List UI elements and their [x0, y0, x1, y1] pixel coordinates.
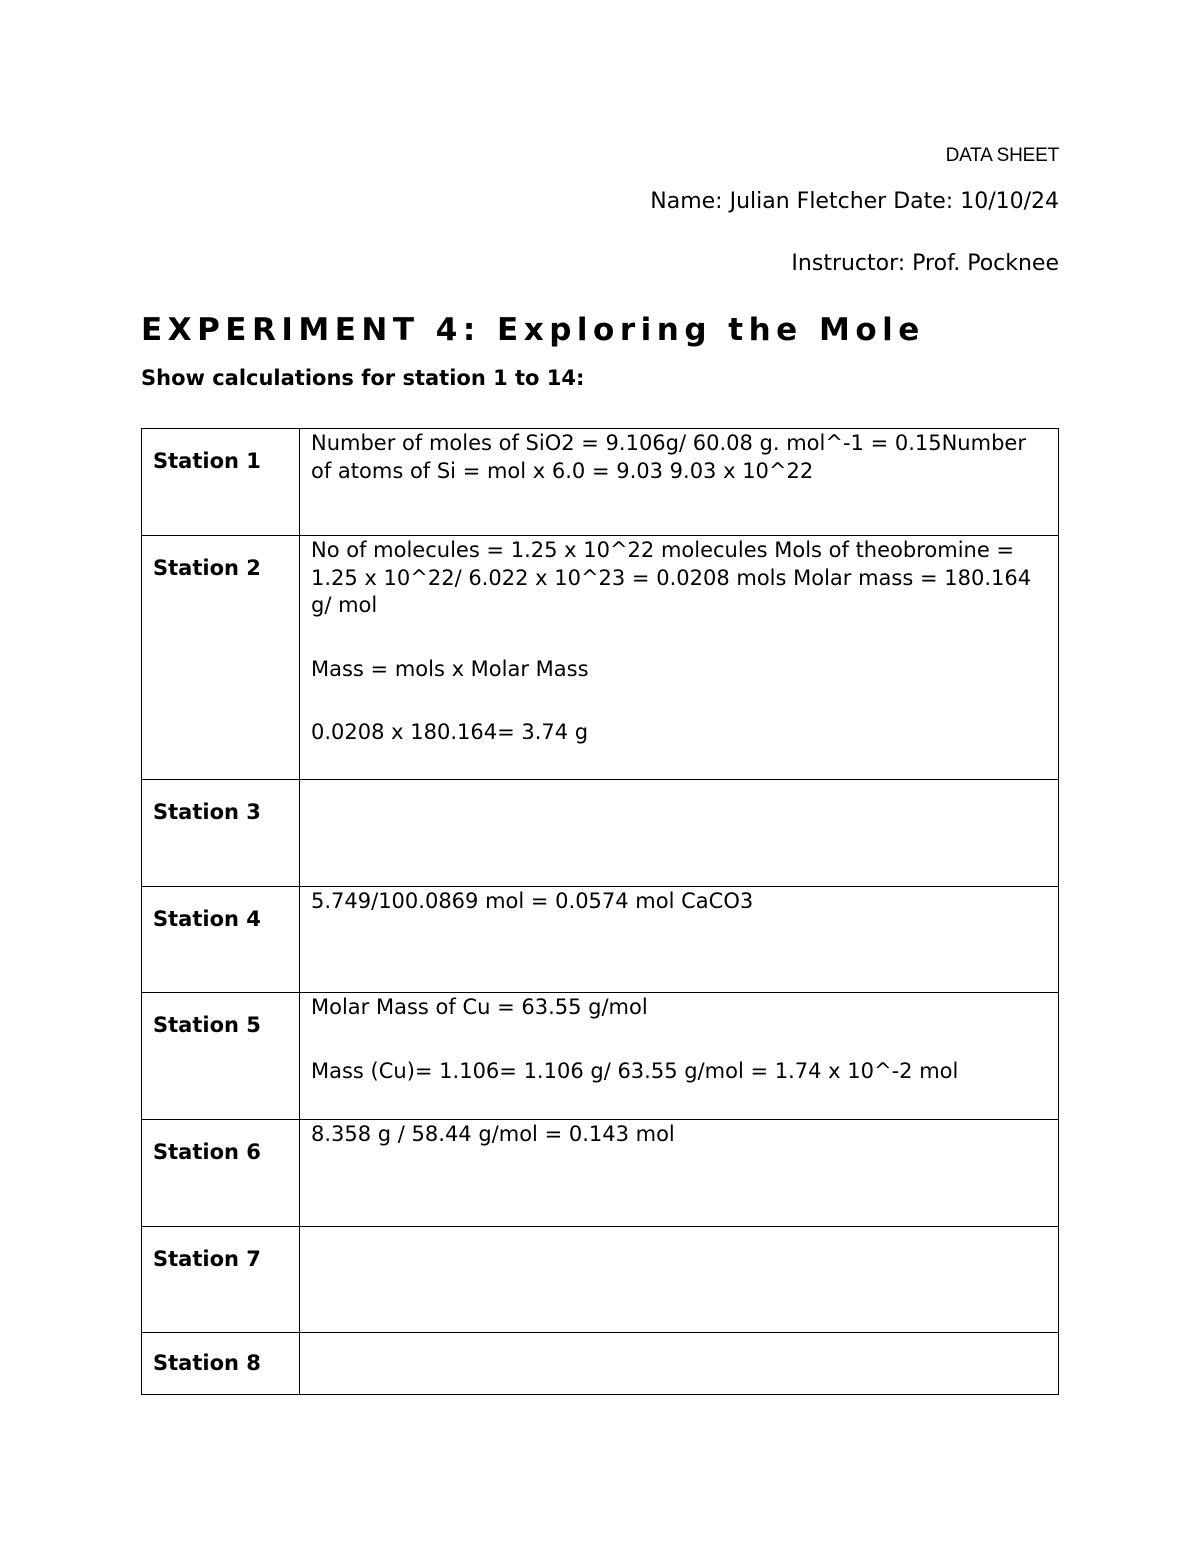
calculation-instructions: Show calculations for station 1 to 14: — [141, 366, 585, 390]
experiment-title: EXPERIMENT 4: Exploring the Mole — [141, 312, 925, 348]
station-row — [142, 1120, 1059, 1227]
station-work-cell — [300, 1227, 1059, 1333]
station-row — [142, 993, 1059, 1120]
calculation-text: 8.358 g / 58.44 g/mol = 0.143 mol — [311, 1122, 675, 1146]
station-work-cell — [300, 536, 1059, 780]
station-row — [142, 429, 1059, 536]
data-sheet-label: DATA SHEET — [945, 145, 1059, 166]
station-work-cell — [300, 1333, 1059, 1395]
calculation-text: 0.0208 x 180.164= 3.74 g — [311, 720, 589, 744]
name-date-line: Name: Julian Fletcher Date: 10/10/24 — [650, 189, 1059, 214]
calculation-text: Number of moles of SiO2 = 9.106g/ 60.08 g. mol^-1 = 0.15Number of atoms of Si = mol x 6.0 = 9.03 9.03 x 10^22 — [311, 431, 1026, 483]
station-label: Station 6 — [142, 1120, 300, 1227]
station-work-cell — [300, 780, 1059, 887]
station-label: Station 5 — [142, 993, 300, 1120]
station-label: Station 1 — [142, 429, 300, 536]
instructor-line: Instructor: Prof. Pocknee — [791, 251, 1059, 276]
calculation-text: Molar Mass of Cu = 63.55 g/mol — [311, 995, 648, 1019]
station-row — [142, 1333, 1059, 1395]
station-work-cell — [300, 887, 1059, 993]
calculation-text: No of molecules = 1.25 x 10^22 molecules Mols of theobromine = 1.25 x 10^22/ 6.022 x 10^23 = 0.0208 mols Molar mass = 180.164 g/ mol — [311, 538, 1032, 617]
station-label: Station 3 — [142, 780, 300, 887]
station-row — [142, 536, 1059, 780]
station-work-cell — [300, 429, 1059, 536]
station-work-cell — [300, 993, 1059, 1120]
station-row — [142, 780, 1059, 887]
calculation-text: Mass (Cu)= 1.106= 1.106 g/ 63.55 g/mol = 1.74 x 10^-2 mol — [311, 1058, 959, 1083]
station-label: Station 7 — [142, 1227, 300, 1333]
station-label: Station 2 — [142, 536, 300, 780]
station-row — [142, 887, 1059, 993]
calculation-text: 5.749/100.0869 mol = 0.0574 mol CaCO3 — [311, 889, 754, 913]
station-label: Station 4 — [142, 887, 300, 993]
stations-table — [141, 428, 1059, 1395]
station-label: Station 8 — [142, 1333, 300, 1395]
station-work-cell — [300, 1120, 1059, 1227]
calculation-text: Mass = mols x Molar Mass — [311, 656, 589, 681]
station-row — [142, 1227, 1059, 1333]
